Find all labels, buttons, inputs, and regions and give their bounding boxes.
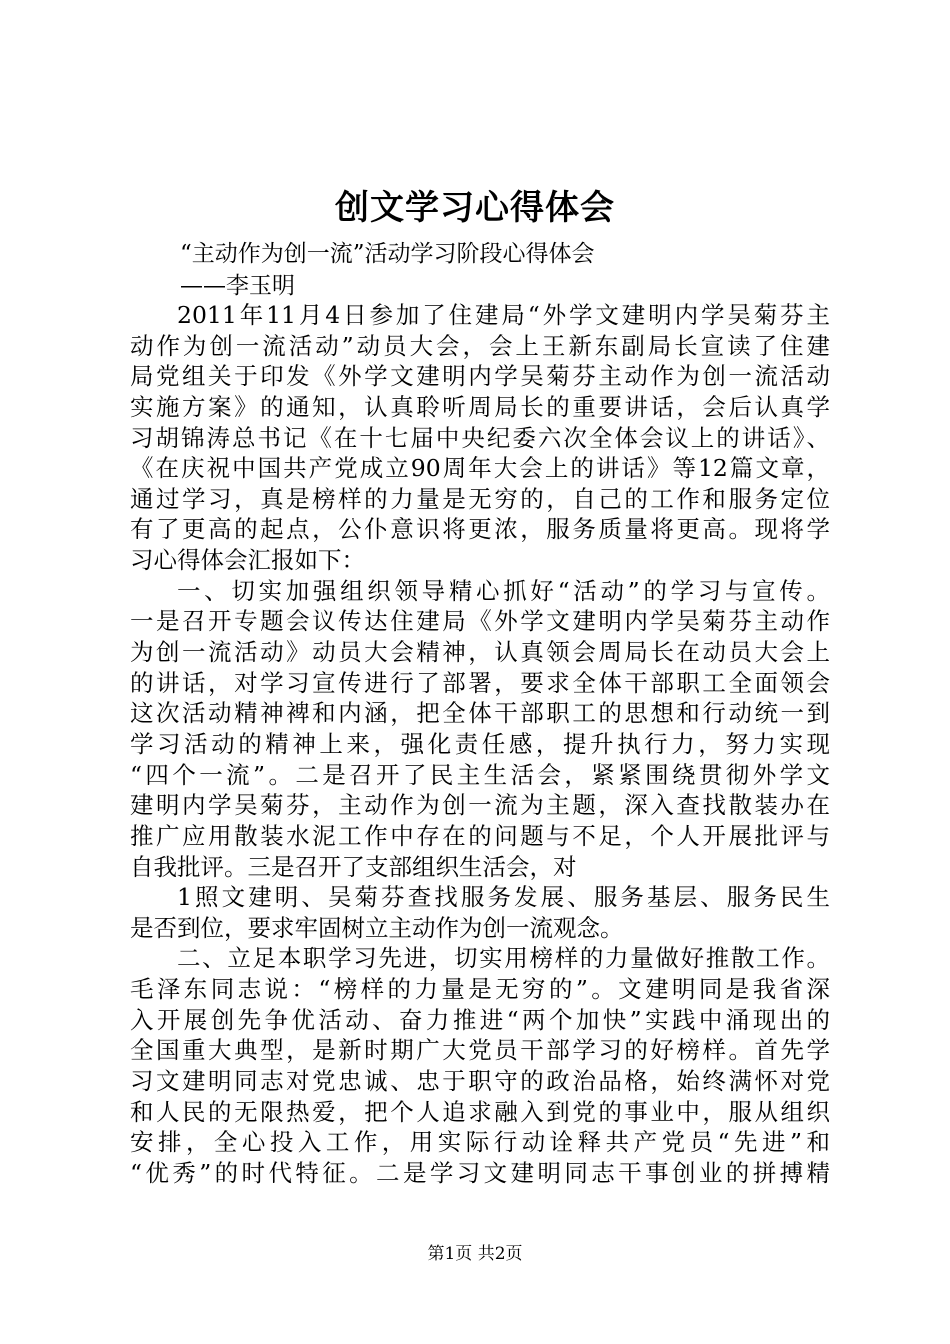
body-line: 入开展创先争优活动、奋力推进“两个加快”实践中涌现出的 — [130, 1005, 830, 1034]
body-line: 习文建明同志对党忠诚、忠于职守的政治品格，始终满怀对党 — [130, 1067, 830, 1096]
body-line: “四个一流”。二是召开了民主生活会，紧紧围绕贯彻外学文 — [130, 760, 830, 789]
body-line: 习心得体会汇报如下： — [130, 546, 365, 575]
body-line: 2011年11月4日参加了住建局“外学文建明内学吴菊芬主 — [177, 301, 830, 329]
body-line: 通过学习，真是榜样的力量是无穷的，自己的工作和服务定位 — [130, 484, 830, 513]
body-line: 一、切实加强组织领导精心抓好“活动”的学习与宣传。 — [177, 576, 830, 605]
body-line: 这次活动精神裨和内涵，把全体干部职工的思想和行动统一到 — [130, 699, 830, 728]
body-line: “优秀”的时代特征。二是学习文建明同志干事创业的拼搏精 — [130, 1158, 830, 1187]
body-line: 是否到位，要求牢固树立主动作为创一流观念。 — [130, 913, 624, 942]
body-line: 学习活动的精神上来，强化责任感，提升执行力，努力实现 — [130, 729, 830, 758]
body-line: 二、立足本职学习先进，切实用榜样的力量做好推散工作。 — [177, 944, 830, 973]
body-line: 的讲话，对学习宣传进行了部署，要求全体干部职工全面领会 — [130, 668, 830, 697]
body-line: 实施方案》的通知，认真聆听周局长的重要讲话，会后认真学 — [130, 392, 830, 421]
body-line: 《在庆祝中国共产党成立90周年大会上的讲话》等12篇文章， — [130, 454, 830, 483]
document-author: ——李玉明 — [180, 273, 295, 299]
body-line: 安排，全心投入工作，用实际行动诠释共产党员“先进”和 — [130, 1128, 830, 1157]
body-line: 1照文建明、吴菊芬查找服务发展、服务基层、服务民生 — [177, 883, 830, 912]
body-line: 局党组关于印发《外学文建明内学吴菊芬主动作为创一流活动 — [130, 362, 830, 391]
page-footer: 第1页 共2页 — [427, 1244, 523, 1264]
body-line: 自我批评。三是召开了支部组织生活会，对 — [130, 852, 577, 881]
body-line: 和人民的无限热爱，把个人追求融入到党的事业中，服从组织 — [130, 1097, 830, 1126]
body-line: 推广应用散装水泥工作中存在的问题与不足，个人开展批评与 — [130, 821, 830, 850]
body-line: 建明内学吴菊芬，主动作为创一流为主题，深入查找散装办在 — [130, 791, 830, 820]
document-title: 创文学习心得体会 — [335, 188, 615, 228]
body-line: 有了更高的起点，公仆意识将更浓，服务质量将更高。现将学 — [130, 515, 830, 544]
body-line: 动作为创一流活动”动员大会，会上王新东副局长宣读了住建 — [130, 331, 830, 360]
body-line: 习胡锦涛总书记《在十七届中央纪委六次全体会议上的讲话》、 — [130, 423, 830, 452]
body-line: 毛泽东同志说：“榜样的力量是无穷的”。文建明同是我省深 — [130, 975, 830, 1004]
body-line: 一是召开专题会议传达住建局《外学文建明内学吴菊芬主动作 — [130, 607, 830, 636]
body-line: 全国重大典型，是新时期广大党员干部学习的好榜样。首先学 — [130, 1036, 830, 1065]
body-line: 为创一流活动》动员大会精神，认真领会周局长在动员大会上 — [130, 638, 830, 667]
document-body — [130, 300, 830, 1189]
document-subtitle: “主动作为创一流”活动学习阶段心得体会 — [180, 241, 595, 267]
